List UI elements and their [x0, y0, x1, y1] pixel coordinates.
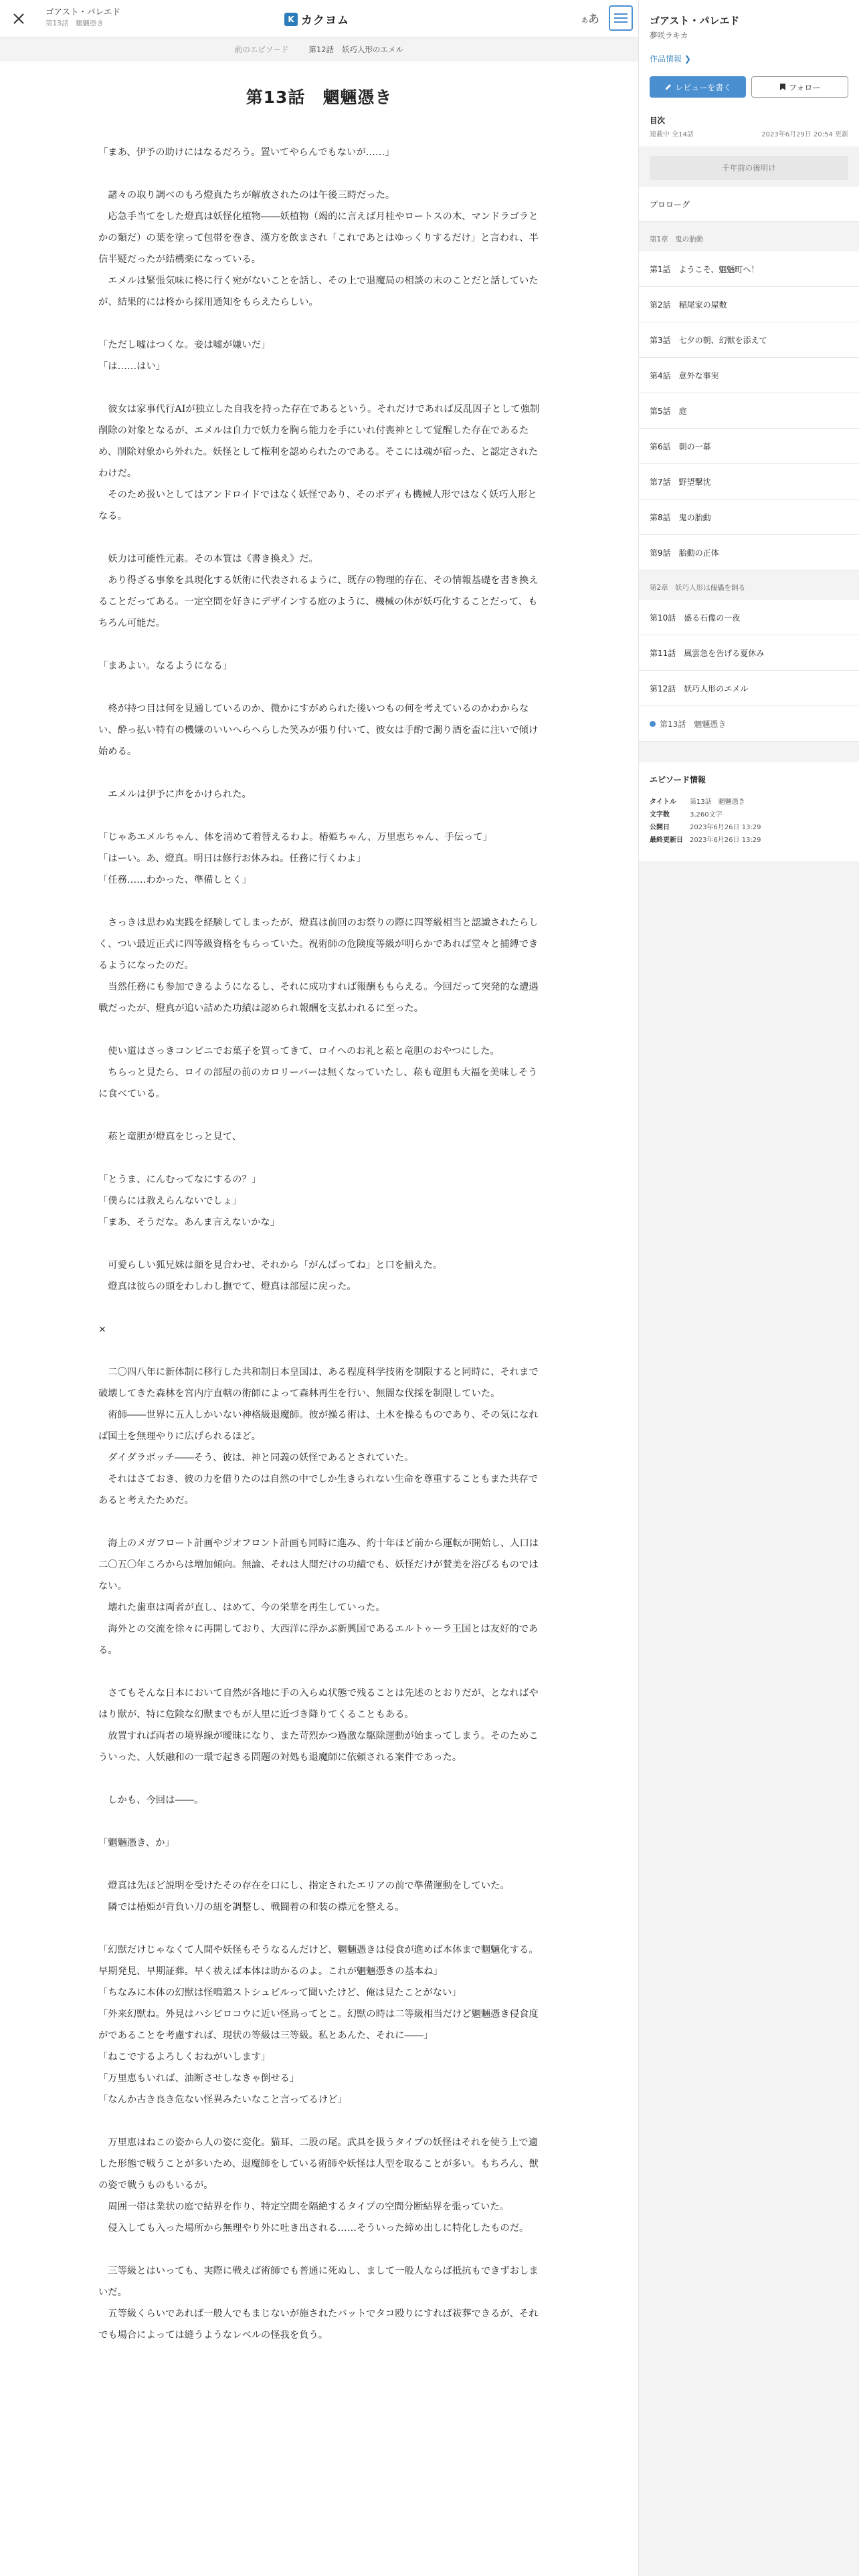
toc-item[interactable]	[639, 535, 859, 570]
toc-item-label: 第5話 庭	[650, 406, 687, 416]
body-paragraph: 「は……はい」	[98, 361, 166, 372]
body-paragraph: 周囲一帯は業状の庭で結界を作り、特定空間を隔絶するタイプの空間分断結界を張っていた。	[98, 2202, 510, 2212]
body-paragraph: 彼女は家事代行AIが独立した自我を持った存在であるという。それだけであれば反乱因子として強制削除の対象となるが、エメルは自力で妖力を胸ら能力を手にいれ付喪神として覚醒した存在であるため、削除対象から外れた。妖怪として権利を認められたのである。そこには魂が宿った、と認定されたわけだ。	[98, 404, 540, 479]
toc-item-label: 第1話 ようこそ、魍魎町へ！	[650, 264, 759, 274]
blank-line	[98, 1511, 541, 1533]
blank-line	[98, 527, 541, 548]
reader-header	[0, 0, 638, 37]
header-work-title[interactable]: ゴアスト・パレエド	[45, 7, 121, 17]
sidebar-author[interactable]: 夢咲ラキカ	[650, 31, 688, 40]
toc-item-label: 第3話 七夕の朝、幻獣を添えて	[650, 335, 767, 345]
toc-item-label: 第2話 稲尾家の屋敷	[650, 300, 727, 310]
toc-item-label: 第9話 胎動の正体	[650, 548, 719, 558]
body-paragraph: さっきは思わぬ実践を経験してしまったが、燈真は前回のお祭りの際に四等級相当と認識されたらしく、つい最近正式に四等級資格をもらっていた。祝術師の危険度等級が明らかであれば堂々と捕縛できるようになったのだ。	[98, 918, 539, 971]
toc-item[interactable]	[639, 251, 859, 287]
toc-item-label: 第11話 風雲急を告げる夏休み	[650, 648, 765, 658]
body-paragraph: 「はーい。あ、燈真。明日は修行お休みね。任務に行くわよ」	[98, 853, 366, 864]
body-paragraph: 燈真は先ほど説明を受けたその存在を口にし、指定されたエリアの前で準備運動をしていた。	[98, 1881, 510, 1891]
body-paragraph: 侵入しても入った場所から無理やり外に吐き出される……そういった締め出しに特化したものだ。	[98, 2223, 529, 2234]
toc-status: 連載中 全14話	[650, 131, 694, 138]
toc-label: 目次	[650, 116, 665, 125]
blank-line	[98, 1019, 541, 1041]
body-paragraph: ダイダラボッチ――そう、彼は、神と同義の妖怪であるとされていた。	[98, 1453, 414, 1463]
show-older-episodes-button[interactable]: 千年前の後明け	[650, 156, 848, 180]
close-icon	[12, 12, 25, 25]
blank-line	[98, 1340, 541, 1362]
current-dot-icon	[650, 721, 656, 727]
body-paragraph: 妖力は可能性元素。その本質は《書き換え》だ。	[98, 554, 318, 564]
episode-info-row	[650, 796, 848, 809]
body-paragraph: さてもそんな日本において自然が各地に手の入らぬ状態で残ることは先述のとおりだが、となればやはり獣が、特に危険な幻獣までもが人里に近づき降りてくることもある。	[98, 1688, 539, 1720]
body-paragraph: 「任務……わかった、準備しとく」	[98, 875, 252, 885]
body-paragraph: 隣では椿姫が背負い刀の紐を調整し、戦闘着の和装の襟元を整える。	[98, 1902, 405, 1913]
toc-item[interactable]	[639, 358, 859, 393]
info-value: 3,260文字	[690, 811, 723, 819]
episode-heading: 第13話 魍魎憑き	[246, 88, 393, 107]
header-episode-title: 第13話 魍魎憑き	[45, 19, 104, 27]
blank-line	[98, 805, 541, 827]
body-paragraph: 「外来幻獣ね。外見はハシビロコウに近い怪鳥ってとこ。幻獣の時は二等級相当だけど魍魎憑き侵食度がであることを考慮すれば、現状の等級は三等級。私とあんた、それに――」	[98, 2009, 539, 2041]
toc-item[interactable]	[639, 393, 859, 429]
body-paragraph: 術師――世界に五人しかいない神格級退魔師。彼が操る術は、土木を操るものであり、その気になれば国土を無理やりに広げられるほど。	[98, 1410, 539, 1442]
body-paragraph: 「ねこでするよろしくおねがいします」	[98, 2052, 271, 2062]
body-paragraph: 二〇四八年に新体制に移行した共和制日本皇国は、ある程度科学技術を制限すると同時に、それまで破壊してきた森林を宮内庁直轄の術師によって森林再生を行い、無闇な伐採を制限していた。	[98, 1367, 539, 1399]
episode-info-row	[650, 834, 848, 847]
episode-info-rows	[650, 796, 848, 847]
toc-item-label: 第7話 野望撃沈	[650, 477, 711, 487]
blank-line	[98, 677, 541, 698]
body-paragraph: あり得ざる事象を具現化する妖術に代表されるように、既存の物理的存在、その情報基礎を書き換えることだってある。一定空間を好きにデザインする庭のように、機械の体が妖巧化することだって、もちろん可能だ。	[98, 575, 539, 629]
body-paragraph: 当然任務にも参加できるようになるし、それに成功すれば報酬ももらえる。今回だって突発的な遭遇戦だったが、燈真が追い詰めた功績は認められ報酬を支払われるに至った。	[98, 982, 539, 1014]
work-info-link[interactable]: 作品情報 ❯	[650, 54, 691, 64]
body-paragraph: 「魍魎憑き、か」	[98, 1838, 175, 1848]
body-paragraph: 応急手当てをした燈真は妖怪化植物――妖植物（竭的に言えば月桂やロートスの木、マンドラゴラとかの類だ）の葉を塗って包帯を巻き、漢方を飲まされ「これであとはゆっくりするだけ」と言われ、半信半疑だったが結構楽になっている。	[98, 211, 539, 265]
body-paragraph: 使い道はさっきコンビニでお菓子を買ってきて、ロイへのお礼と菘と竜胆のおやつにした。	[98, 1046, 500, 1057]
body-paragraph: 「ちなみに本体の幻獣は怪鳴鶏ストシュピルって聞いたけど、俺は見たことがない」	[98, 1988, 462, 1998]
body-paragraph: 「じゃあエメルちゃん、体を清めて着替えるわよ。椿姫ちゃん、万里恵ちゃん、手伝って」	[98, 832, 492, 843]
menu-line-icon	[614, 13, 628, 15]
toc-item[interactable]	[639, 322, 859, 358]
body-paragraph: 五等級くらいであれば一般人でもまじないが施されたバットでタコ殴りにすれば祓葬できるが、それでも場合によっては縫うようなレベルの怪我を負う。	[98, 2309, 539, 2341]
body-paragraph: 可愛らしい狐兄妹は顔を見合わせ、それから「がんばってね」と口を揃えた。	[98, 1260, 443, 1271]
body-paragraph: 「僕らには教えらんないでしょ」	[98, 1196, 242, 1206]
write-review-label: レビューを書く	[675, 82, 732, 92]
body-paragraph: そのため扱いとしてはアンドロイドではなく妖怪であり、そのボディも機械人形ではなく妖巧人形となる。	[98, 490, 537, 522]
breadcrumb-episode-title: 妖巧人形のエメル	[342, 45, 404, 54]
sidebar-header	[639, 0, 859, 146]
follow-label: フォロー	[789, 82, 821, 92]
toc-toggle-button[interactable]	[609, 5, 633, 31]
toc-item-current[interactable]	[639, 706, 859, 742]
episode-info-row	[650, 821, 848, 834]
toc-item[interactable]	[639, 500, 859, 535]
blank-line	[98, 2111, 541, 2132]
sidebar	[638, 0, 859, 2576]
body-paragraph: 「まあ、そうだな。あんま言えないかな」	[98, 1217, 280, 1228]
body-paragraph: 万里恵はねこの姿から人の姿に変化。猫耳、二股の尾。武具を扱うタイプの妖怪はそれを使う上で適した形態で戦うことが多いため、退魔師をしている術師や妖怪は人型を取ることが多い。もちろん、獣の姿で戦うものもいるが。	[98, 2137, 539, 2191]
blank-line	[98, 634, 541, 655]
info-key: 文字数	[650, 811, 670, 819]
body-paragraph: 海上のメガフロート計画やジオフロント計画も同時に進み、約十年ほど前から運転が開始し、人口は二〇五〇年ころからは増加傾向。無論、それは人間だけの功績でも、妖怪だけが賛美を浴びるものではない。	[98, 1538, 539, 1592]
info-key: 最終更新日	[650, 837, 683, 844]
body-paragraph: エメルは緊張気味に柊に行く宛がないことを話し、その上で退魔局の相談の末のことだと話していたが、結果的には柊から採用通知をもらえたらしい。	[98, 276, 539, 308]
toc-meta	[650, 128, 848, 138]
blank-line	[98, 1233, 541, 1255]
toc-item-label: 第13話 魍魎憑き	[660, 719, 727, 729]
body-paragraph: 「ただし嘘はつくな。妾は嘘が嫌いだ」	[98, 340, 271, 350]
toc-item[interactable]	[639, 464, 859, 500]
toc-item-label: 第6話 朝の一幕	[650, 441, 711, 451]
toc-chapter-heading: 第2章 妖巧人形は傀儡を飼る	[650, 584, 746, 592]
body-paragraph: しかも、今回は――。	[98, 1795, 204, 1806]
body-paragraph: ちらっと見たら、ロイの部屋の前のカロリーバーは無くなっていたし、菘も竜胆も大福を美味しそうに食べている。	[98, 1067, 538, 1099]
font-large-glyph: あ	[588, 13, 599, 26]
blank-line	[98, 1811, 541, 1832]
bookmark-icon	[779, 83, 786, 91]
kakuyomu-logo[interactable]	[284, 11, 349, 27]
body-paragraph: 「とうま、にんむってなにするの？」	[98, 1174, 262, 1185]
body-paragraph: 諸々の取り調べのもろ燈真たちが解放されたのは午後三時だった。	[98, 190, 395, 201]
toc-item[interactable]	[639, 600, 859, 635]
episode-info	[639, 762, 859, 861]
body-paragraph: 三等級とはいっても、実際に戦えば術師でも普通に死ぬし、まして一般人ならば抵抗もできずおしまいだ。	[98, 2266, 539, 2298]
blank-line	[98, 163, 541, 185]
blank-line	[98, 1854, 541, 1875]
header-titles	[45, 6, 120, 29]
blank-line	[98, 313, 541, 334]
blank-line	[98, 377, 541, 399]
logo-mark-icon: K	[284, 13, 298, 26]
toc-item[interactable]	[639, 671, 859, 706]
body-paragraph: 「なんか古き良き危ない怪異みたいなこと言ってるけど」	[98, 2095, 347, 2105]
episode-nav	[0, 37, 638, 62]
sidebar-work-title[interactable]: ゴアスト・パレエド	[650, 15, 740, 27]
breadcrumb-episode-number: 第12話	[308, 45, 335, 54]
body-paragraph: ×	[98, 1324, 106, 1335]
body-paragraph: それはさておき、彼の力を借りたのは自然の中でしか生きられない生命を尊重することもまた共存であると考えたためだ。	[98, 1474, 539, 1506]
logo-text: カクヨム	[301, 14, 349, 27]
toc-item-label: 第10話 盛る石像の一夜	[650, 613, 741, 623]
info-key: 公開日	[650, 824, 670, 831]
blank-line	[98, 1148, 541, 1169]
pencil-icon	[664, 83, 672, 91]
sidebar-buttons	[650, 76, 848, 98]
blank-line	[98, 891, 541, 912]
blank-line	[98, 762, 541, 784]
font-settings-button[interactable]	[581, 9, 599, 26]
body-paragraph: 「まあよい。なるようになる」	[98, 661, 233, 671]
blank-line	[98, 1768, 541, 1790]
info-value: 2023年6月26日 13:29	[690, 824, 761, 831]
blank-line	[98, 2239, 541, 2260]
info-key: タイトル	[650, 798, 676, 806]
follow-button[interactable]	[751, 76, 848, 98]
blank-line	[98, 1297, 541, 1319]
episode-info-row	[650, 809, 848, 821]
body-paragraph: 放置すれば両者の境界線が曖昧になり、また苛烈かつ過激な駆除運動が始まってしまう。そのためこういった、人妖融和の一環で起きる問題の対処も退魔師に依頼される案件であった。	[98, 1731, 539, 1763]
episode-info-label: エピソード情報	[650, 775, 706, 784]
episode-main	[0, 62, 638, 2576]
menu-line-icon	[614, 17, 628, 19]
info-value: 2023年6月26日 13:29	[690, 837, 761, 844]
body-paragraph: 燈真は彼らの頭をわしわし撫でて、燈真は部屋に戻った。	[98, 1281, 357, 1292]
toc-item-label: 第4話 意外な事実	[650, 370, 719, 381]
toc-updated: 2023年6月29日 20:54 更新	[761, 131, 848, 138]
toc-chapter-heading: 第1章 鬼の胎動	[650, 235, 704, 243]
menu-line-icon	[614, 21, 628, 23]
toc-item-label: 第12話 妖巧人形のエメル	[650, 683, 749, 693]
body-paragraph: 「幻獣だけじゃなくて人間や妖怪もそうなるんだけど、魍魎憑きは侵食が進めば本体まで魍魎化する。早期発見、早期証葬。早く祓えば本体は助かるのよ。これが魍魎憑きの基本ね」	[98, 1945, 539, 1977]
font-small-glyph: あ	[581, 17, 588, 25]
toc-item-label: 第8話 鬼の胎動	[650, 512, 711, 522]
toc-item[interactable]	[639, 187, 859, 222]
body-paragraph: 壊れた歯車は両者が直し、はめて、今の栄華を再生していった。	[98, 1602, 385, 1613]
body-paragraph: 海外との交流を徐々に再開しており、大西洋に浮かぶ新興国であるエルトゥーラ王国とは友好的である。	[98, 1624, 539, 1656]
toc-list	[639, 187, 859, 742]
toc-item-label: プロローグ	[650, 199, 690, 209]
toc-item[interactable]	[639, 635, 859, 671]
toc-item[interactable]	[639, 287, 859, 322]
body-paragraph: 柊が持つ目は何を見通しているのか、微かにすがめられた後いつもの何を考えているのかわからない、酔っ払い特有の機嫌のいいへらへらした笑みが張り付いて、彼女は手酌で濁り酒を盃に注いで傾け始める。	[98, 704, 539, 757]
body-paragraph: 「まあ、伊予の助けにはなるだろう。置いてやらんでもないが……」	[98, 147, 395, 158]
toc-item[interactable]	[639, 429, 859, 464]
blank-line	[98, 1661, 541, 1683]
body-paragraph: エメルは伊予に声をかけられた。	[98, 789, 252, 800]
blank-line	[98, 1918, 541, 1939]
current-episode-breadcrumb	[308, 44, 403, 55]
body-paragraph: 「万里恵もいれば、油断させしなきゃ倒せる」	[98, 2073, 300, 2084]
episode-body	[98, 142, 541, 2346]
blank-line	[98, 1105, 541, 1126]
write-review-button[interactable]	[650, 76, 746, 98]
close-button[interactable]	[8, 8, 29, 29]
prev-episode-link[interactable]: 前のエピソード	[234, 45, 289, 54]
info-value: 第13話 魍魎憑き	[690, 798, 745, 806]
body-paragraph: 菘と竜胆が燈真をじっと見て、	[98, 1132, 242, 1142]
